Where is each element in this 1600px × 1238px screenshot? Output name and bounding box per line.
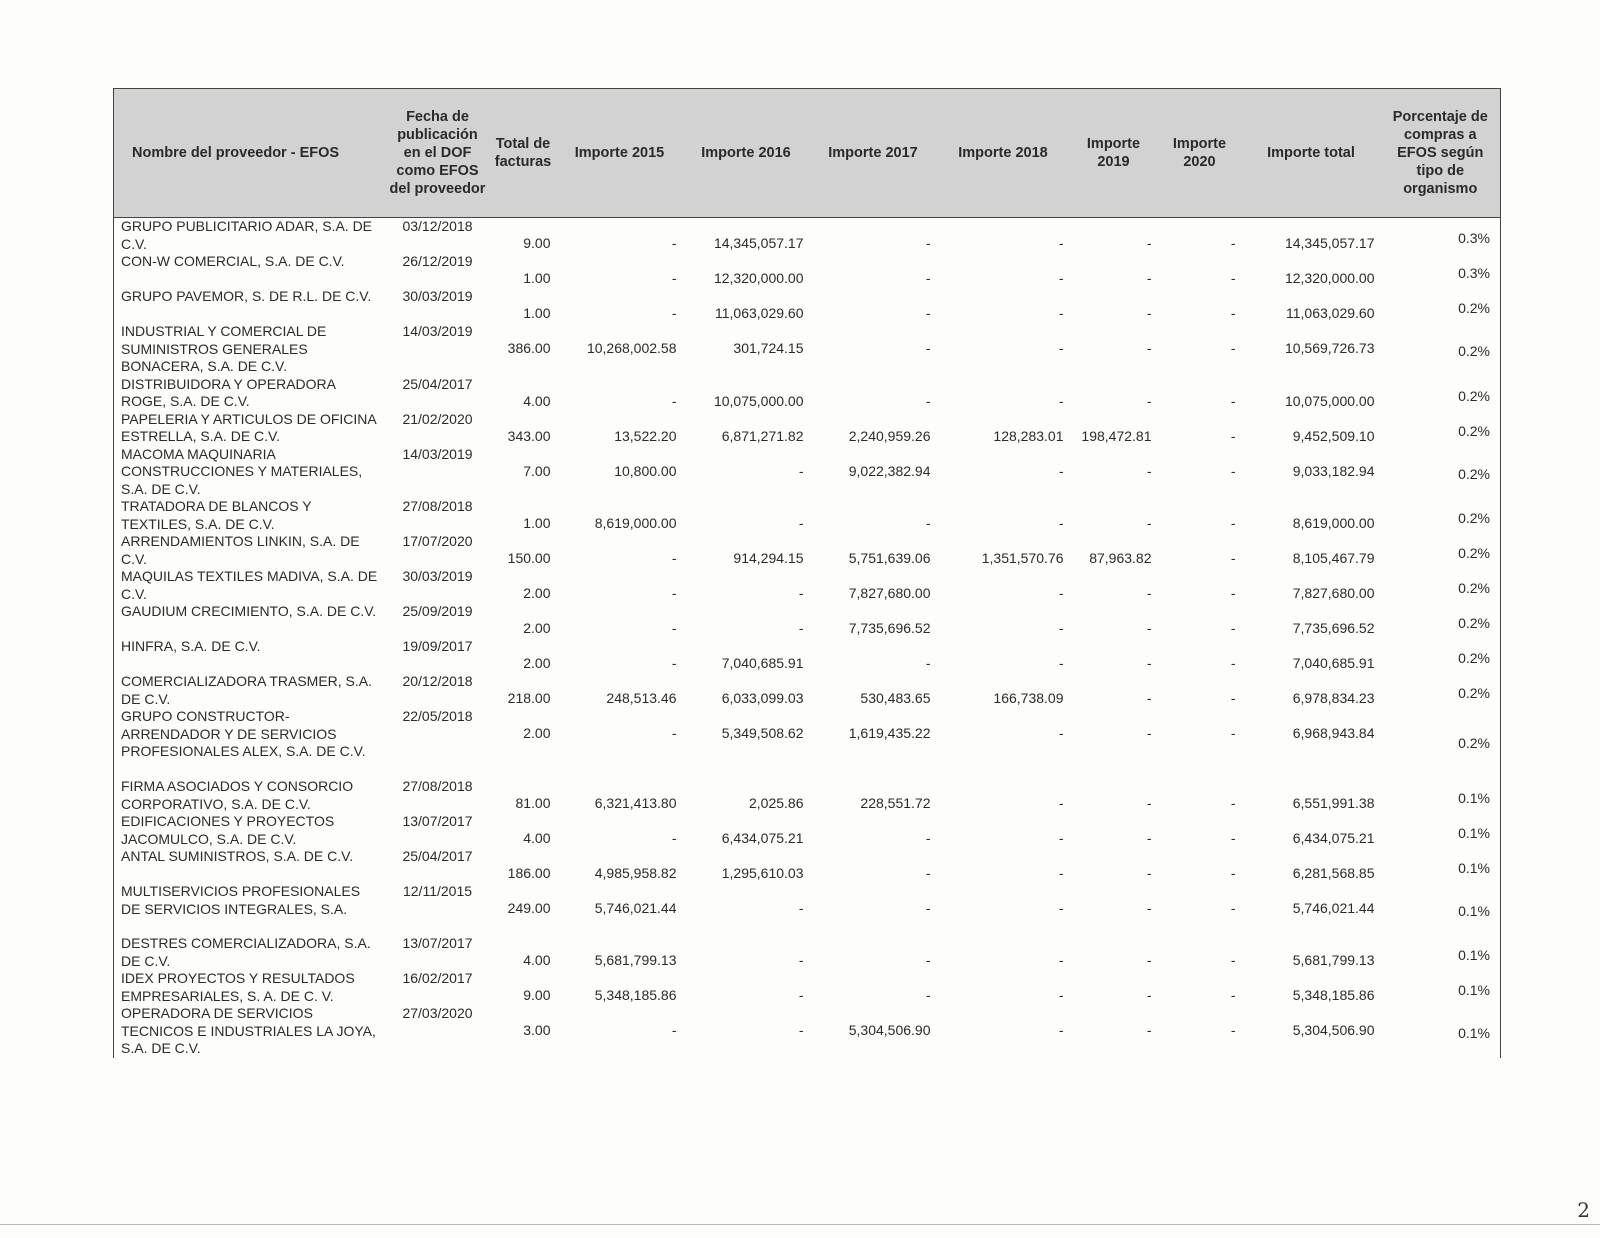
amount-2016: 5,349,508.62 (721, 725, 804, 741)
publication-date: 30/03/2019 (402, 568, 473, 584)
amount-2017: - (925, 340, 931, 356)
provider-name: GRUPO PAVEMOR, S. DE R.L. DE C.V. (121, 288, 372, 304)
publication-date: 25/04/2017 (402, 848, 473, 864)
amount-2020: - (1230, 725, 1236, 741)
column-header: Importe 2020 (1158, 89, 1242, 218)
publication-date: 27/08/2018 (402, 498, 473, 514)
invoice-total: 81.00 (515, 795, 551, 811)
amount-total: 5,348,185.86 (1292, 987, 1375, 1003)
amount-2016: - (798, 987, 804, 1003)
provider-name: MAQUILAS TEXTILES MADIVA, S.A. DE C.V. (121, 568, 378, 602)
amount-2016: 914,294.15 (733, 550, 804, 566)
amount-2020: - (1230, 340, 1236, 356)
amount-2020: - (1230, 550, 1236, 566)
provider-name: GRUPO CONSTRUCTOR-ARRENDADOR Y DE SERVICIOS PROFESIONALES ALEX, S.A. DE C.V. (121, 708, 366, 759)
amount-2016: - (798, 462, 804, 479)
amount-2017: - (925, 270, 931, 286)
amount-2017: - (925, 305, 931, 321)
amount-2015: - (671, 550, 677, 566)
publication-date: 13/07/2017 (402, 813, 473, 829)
amount-total: 12,320,000.00 (1284, 270, 1375, 286)
amount-2018: - (1058, 585, 1064, 601)
amount-total: 11,063,029.60 (1286, 305, 1375, 321)
table-row (114, 813, 1501, 848)
amount-2017: - (925, 655, 931, 671)
provider-name: OPERADORA DE SERVICIOS TECNICOS E INDUSTRIALES LA JOYA, S.A. DE C.V. (121, 1005, 376, 1056)
table-row (114, 848, 1501, 883)
efos-table (113, 88, 1501, 1058)
amount-2019: - (1146, 690, 1152, 706)
amount-2017: 530,483.65 (860, 690, 931, 706)
publication-date: 12/11/2015 (402, 883, 473, 899)
amount-2018: - (1058, 270, 1064, 286)
amount-2018: 166,738.09 (993, 690, 1064, 706)
amount-2019: - (1146, 515, 1152, 531)
table-row (114, 778, 1501, 813)
provider-name: IDEX PROYECTOS Y RESULTADOS EMPRESARIALES, S. A. DE C. V. (121, 970, 355, 1004)
column-header: Importe 2016 (683, 89, 810, 218)
amount-2016: 11,063,029.60 (715, 305, 804, 321)
table-row (114, 568, 1501, 603)
amount-2015: - (671, 392, 677, 409)
amount-2017: - (925, 900, 931, 916)
provider-name: GRUPO PUBLICITARIO ADAR, S.A. DE C.V. (121, 218, 373, 252)
table-row (114, 673, 1501, 708)
invoice-total: 7.00 (523, 462, 551, 479)
amount-2020: - (1230, 987, 1236, 1003)
amount-2020: - (1230, 795, 1236, 811)
amount-2018: - (1058, 462, 1064, 479)
amount-total: 5,304,506.90 (1292, 1022, 1375, 1038)
amount-2018: - (1058, 952, 1064, 968)
publication-date: 30/03/2019 (402, 288, 473, 304)
amount-total: 7,827,680.00 (1292, 585, 1375, 601)
amount-total: 6,968,943.84 (1292, 725, 1375, 741)
amount-2016: 12,320,000.00 (713, 270, 804, 286)
amount-2015: 10,800.00 (614, 462, 677, 479)
amount-2016: - (798, 515, 804, 531)
invoice-total: 343.00 (507, 427, 551, 444)
efos-percentage: 0.2% (1458, 580, 1490, 596)
amount-total: 7,735,696.52 (1292, 620, 1375, 636)
provider-name: MACOMA MAQUINARIA CONSTRUCCIONES Y MATERIALES, S.A. DE C.V. (121, 445, 363, 497)
amount-2019: - (1146, 655, 1152, 671)
column-header: Importe 2017 (810, 89, 937, 218)
provider-name: COMERCIALIZADORA TRASMER, S.A. DE C.V. (121, 673, 373, 707)
amount-2015: 5,746,021.44 (594, 900, 677, 916)
efos-table-container (113, 88, 1500, 1058)
amount-2019: - (1146, 585, 1152, 601)
amount-2018: - (1058, 725, 1064, 741)
efos-percentage: 0.2% (1458, 387, 1490, 404)
table-row (114, 603, 1501, 638)
efos-percentage: 0.1% (1458, 947, 1490, 963)
column-header: Porcentaje de compras a EFOS según tipo de organismo (1381, 89, 1501, 218)
amount-2018: - (1058, 515, 1064, 531)
amount-2020: - (1230, 270, 1236, 286)
efos-percentage: 0.1% (1458, 1025, 1490, 1041)
page-edge-line (0, 1224, 1600, 1225)
efos-percentage: 0.3% (1458, 230, 1490, 246)
amount-2015: - (671, 620, 677, 636)
amount-total: 6,551,991.38 (1292, 795, 1375, 811)
amount-2017: 5,304,506.90 (848, 1022, 931, 1038)
amount-2017: 2,240,959.26 (848, 427, 931, 444)
amount-2019: 198,472.81 (1081, 427, 1152, 444)
amount-2020: - (1230, 952, 1236, 968)
amount-2018: - (1058, 235, 1064, 251)
amount-2019: - (1146, 270, 1152, 286)
amount-2015: 248,513.46 (606, 690, 677, 706)
table-row (114, 708, 1501, 778)
amount-2018: - (1058, 305, 1064, 321)
amount-2018: - (1058, 865, 1064, 881)
efos-percentage: 0.2% (1458, 650, 1490, 666)
amount-2019: - (1146, 795, 1152, 811)
amount-2020: - (1230, 427, 1236, 444)
amount-2019: - (1146, 620, 1152, 636)
amount-2019: - (1146, 725, 1152, 741)
amount-2018: - (1058, 795, 1064, 811)
efos-percentage: 0.1% (1458, 790, 1490, 806)
amount-2018: - (1058, 392, 1064, 409)
amount-2016: - (798, 952, 804, 968)
amount-2017: 1,619,435.22 (848, 725, 931, 741)
amount-2016: 301,724.15 (733, 340, 804, 356)
amount-2018: - (1058, 655, 1064, 671)
table-row (114, 288, 1501, 323)
table-row (114, 446, 1501, 499)
efos-percentage: 0.3% (1458, 265, 1490, 281)
invoice-total: 150.00 (507, 550, 551, 566)
provider-name: ANTAL SUMINISTROS, S.A. DE C.V. (121, 848, 354, 864)
amount-2016: - (798, 1022, 804, 1038)
publication-date: 27/03/2020 (402, 1005, 473, 1021)
amount-2018: 128,283.01 (993, 427, 1064, 444)
invoice-total: 1.00 (523, 305, 551, 321)
amount-2016: 6,871,271.82 (721, 427, 804, 444)
amount-2018: - (1058, 1022, 1064, 1038)
amount-2020: - (1230, 462, 1236, 479)
amount-2018: - (1058, 987, 1064, 1003)
amount-2016: 6,033,099.03 (721, 690, 804, 706)
invoice-total: 4.00 (523, 830, 551, 846)
invoice-total: 386.00 (507, 340, 551, 356)
publication-date: 25/09/2019 (402, 603, 473, 619)
amount-total: 9,033,182.94 (1292, 462, 1375, 479)
column-header: Fecha de publicación en el DOF como EFOS del proveedor (386, 89, 490, 218)
provider-name: DISTRIBUIDORA Y OPERADORA ROGE, S.A. DE C.V. (121, 375, 336, 409)
amount-2016: 14,345,057.17 (713, 235, 804, 251)
invoice-total: 2.00 (523, 620, 551, 636)
efos-percentage: 0.1% (1458, 903, 1490, 919)
invoice-total: 9.00 (523, 987, 551, 1003)
column-header: Total de facturas (490, 89, 557, 218)
amount-2017: 7,735,696.52 (848, 620, 931, 636)
amount-total: 10,569,726.73 (1284, 340, 1375, 356)
invoice-total: 4.00 (523, 952, 551, 968)
table-row (114, 253, 1501, 288)
amount-2017: - (925, 987, 931, 1003)
amount-2017: - (925, 235, 931, 251)
column-header: Importe 2019 (1070, 89, 1158, 218)
amount-2020: - (1230, 392, 1236, 409)
column-header: Nombre del proveedor - EFOS (114, 89, 386, 218)
publication-date: 16/02/2017 (402, 970, 473, 986)
amount-2020: - (1230, 655, 1236, 671)
publication-date: 21/02/2020 (402, 410, 473, 427)
invoice-total: 2.00 (523, 655, 551, 671)
amount-2019: 87,963.82 (1089, 550, 1152, 566)
page-number: 2 (1577, 1198, 1590, 1222)
invoice-total: 218.00 (507, 690, 551, 706)
publication-date: 25/04/2017 (402, 375, 473, 392)
amount-2020: - (1230, 620, 1236, 636)
amount-total: 5,681,799.13 (1292, 952, 1375, 968)
provider-name: GAUDIUM CRECIMIENTO, S.A. DE C.V. (121, 603, 377, 619)
publication-date: 26/12/2019 (402, 253, 473, 269)
amount-2017: - (925, 515, 931, 531)
amount-2015: 4,985,958.82 (594, 865, 677, 881)
amount-2015: 5,681,799.13 (594, 952, 677, 968)
provider-name: MULTISERVICIOS PROFESIONALES DE SERVICIOS INTEGRALES, S.A. (121, 883, 361, 917)
amount-2017: 5,751,639.06 (848, 550, 931, 566)
invoice-total: 2.00 (523, 585, 551, 601)
column-header: Importe 2018 (937, 89, 1070, 218)
amount-2016: 7,040,685.91 (721, 655, 804, 671)
table-row (114, 218, 1501, 254)
provider-name: TRATADORA DE BLANCOS Y TEXTILES, S.A. DE C.V. (121, 498, 312, 532)
table-row (114, 883, 1501, 935)
publication-date: 27/08/2018 (402, 778, 473, 794)
table-row (114, 323, 1501, 376)
amount-2015: 10,268,002.58 (586, 340, 677, 356)
efos-percentage: 0.2% (1458, 343, 1490, 359)
amount-2018: - (1058, 830, 1064, 846)
amount-2020: - (1230, 690, 1236, 706)
amount-2018: - (1058, 340, 1064, 356)
amount-2016: 2,025.86 (749, 795, 804, 811)
amount-2019: - (1146, 1022, 1152, 1038)
amount-total: 6,978,834.23 (1292, 690, 1375, 706)
amount-2015: - (671, 725, 677, 741)
amount-2016: 1,295,610.03 (721, 865, 804, 881)
amount-total: 10,075,000.00 (1284, 392, 1375, 409)
amount-2019: - (1146, 235, 1152, 251)
amount-2020: - (1230, 900, 1236, 916)
table-body (114, 218, 1501, 1058)
amount-2019: - (1146, 305, 1152, 321)
publication-date: 17/07/2020 (402, 533, 473, 549)
amount-2015: - (671, 235, 677, 251)
column-header: Importe 2015 (557, 89, 683, 218)
amount-2017: - (925, 392, 931, 409)
header-row (114, 89, 1501, 218)
amount-2019: - (1146, 340, 1152, 356)
amount-2015: - (671, 655, 677, 671)
publication-date: 03/12/2018 (402, 218, 473, 234)
table-row (114, 935, 1501, 970)
column-header: Importe total (1242, 89, 1381, 218)
amount-2016: - (798, 900, 804, 916)
efos-percentage: 0.2% (1458, 510, 1490, 526)
amount-2019: - (1146, 987, 1152, 1003)
amount-2015: - (671, 305, 677, 321)
amount-2017: - (925, 865, 931, 881)
provider-name: EDIFICACIONES Y PROYECTOS JACOMULCO, S.A. DE C.V. (121, 813, 335, 847)
amount-total: 6,434,075.21 (1292, 830, 1375, 846)
invoice-total: 9.00 (523, 235, 551, 251)
amount-2020: - (1230, 585, 1236, 601)
amount-total: 6,281,568.85 (1292, 865, 1375, 881)
amount-2017: - (925, 952, 931, 968)
publication-date: 22/05/2018 (402, 708, 473, 724)
amount-2017: 9,022,382.94 (848, 462, 931, 479)
amount-2020: - (1230, 515, 1236, 531)
invoice-total: 186.00 (507, 865, 551, 881)
amount-2016: - (798, 620, 804, 636)
table-row (114, 498, 1501, 533)
publication-date: 14/03/2019 (402, 445, 473, 462)
table-row (114, 970, 1501, 1005)
amount-2019: - (1146, 865, 1152, 881)
table-row (114, 638, 1501, 673)
invoice-total: 4.00 (523, 392, 551, 409)
provider-name: ARRENDAMIENTOS LINKIN, S.A. DE C.V. (121, 533, 360, 567)
amount-2016: - (798, 585, 804, 601)
amount-2015: - (671, 830, 677, 846)
publication-date: 20/12/2018 (402, 673, 473, 689)
amount-2020: - (1230, 830, 1236, 846)
amount-2017: 7,827,680.00 (848, 585, 931, 601)
provider-name: INDUSTRIAL Y COMERCIAL DE SUMINISTROS GENERALES BONACERA, S.A. DE C.V. (121, 323, 327, 374)
amount-total: 8,105,467.79 (1292, 550, 1375, 566)
amount-2018: 1,351,570.76 (981, 550, 1064, 566)
amount-total: 5,746,021.44 (1292, 900, 1375, 916)
amount-2020: - (1230, 865, 1236, 881)
amount-2019: - (1146, 392, 1152, 409)
efos-percentage: 0.2% (1458, 735, 1490, 751)
efos-percentage: 0.2% (1458, 300, 1490, 316)
amount-2020: - (1230, 1022, 1236, 1038)
table-row (114, 411, 1501, 446)
efos-percentage: 0.2% (1458, 685, 1490, 701)
amount-2016: 6,434,075.21 (721, 830, 804, 846)
publication-date: 13/07/2017 (402, 935, 473, 951)
amount-total: 8,619,000.00 (1292, 515, 1375, 531)
publication-date: 14/03/2019 (402, 323, 473, 339)
amount-2019: - (1146, 952, 1152, 968)
table-row (114, 533, 1501, 568)
efos-percentage: 0.1% (1458, 982, 1490, 998)
amount-2018: - (1058, 620, 1064, 636)
efos-percentage: 0.2% (1458, 422, 1490, 439)
invoice-total: 2.00 (523, 725, 551, 741)
amount-2016: 10,075,000.00 (713, 392, 804, 409)
efos-percentage: 0.2% (1458, 545, 1490, 561)
provider-name: CON-W COMERCIAL, S.A. DE C.V. (121, 253, 345, 269)
amount-2019: - (1146, 830, 1152, 846)
provider-name: DESTRES COMERCIALIZADORA, S.A. DE C.V. (121, 935, 371, 969)
amount-total: 9,452,509.10 (1292, 427, 1375, 444)
amount-2015: 5,348,185.86 (594, 987, 677, 1003)
efos-percentage: 0.2% (1458, 615, 1490, 631)
provider-name: PAPELERIA Y ARTICULOS DE OFICINA ESTRELLA, S.A. DE C.V. (121, 410, 376, 444)
amount-2015: 8,619,000.00 (594, 515, 677, 531)
invoice-total: 1.00 (523, 515, 551, 531)
efos-percentage: 0.2% (1458, 465, 1490, 482)
amount-2020: - (1230, 305, 1236, 321)
amount-2015: - (671, 1022, 677, 1038)
amount-2015: - (671, 270, 677, 286)
provider-name: FIRMA ASOCIADOS Y CONSORCIO CORPORATIVO, S.A. DE C.V. (121, 778, 354, 812)
amount-2020: - (1230, 235, 1236, 251)
invoice-total: 1.00 (523, 270, 551, 286)
amount-2015: - (671, 585, 677, 601)
invoice-total: 3.00 (523, 1022, 551, 1038)
table-row (114, 376, 1501, 411)
invoice-total: 249.00 (507, 900, 551, 916)
amount-total: 7,040,685.91 (1292, 655, 1375, 671)
amount-2015: 6,321,413.80 (594, 795, 677, 811)
table-row (114, 1005, 1501, 1058)
amount-total: 14,345,057.17 (1284, 235, 1375, 251)
amount-2017: - (925, 830, 931, 846)
publication-date: 19/09/2017 (402, 638, 473, 654)
amount-2019: - (1146, 462, 1152, 479)
efos-percentage: 0.1% (1458, 860, 1490, 876)
provider-name: HINFRA, S.A. DE C.V. (121, 638, 261, 654)
table-header (114, 89, 1501, 218)
amount-2018: - (1058, 900, 1064, 916)
amount-2015: 13,522.20 (614, 427, 677, 444)
efos-percentage: 0.1% (1458, 825, 1490, 841)
amount-2019: - (1146, 900, 1152, 916)
amount-2017: 228,551.72 (860, 795, 931, 811)
